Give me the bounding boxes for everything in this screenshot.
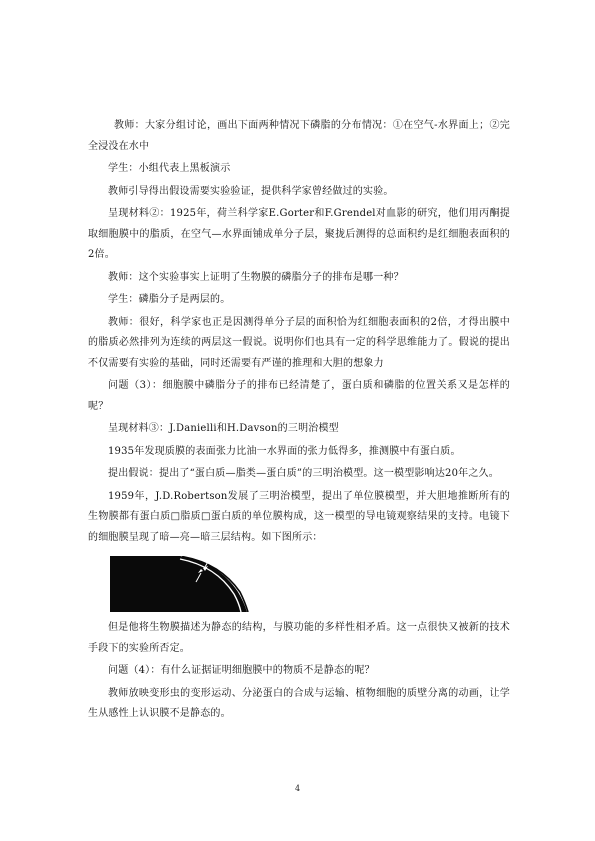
- paragraph-6: 学生：磷脂分子是两层的。: [108, 294, 231, 305]
- page-number: 4: [294, 784, 301, 793]
- paragraph-3: 教师引导得出假设需要实验验证，提供科学家曾经做过的实验。: [108, 185, 394, 197]
- paragraph-1: 教师：大家分组讨论，画出下面两种情况下磷脂的分布情况：①在空气-水界面上；②完全浸没在水中: [88, 120, 510, 152]
- unit-membrane-micrograph: [110, 556, 250, 612]
- membrane-figure-svg: [110, 556, 250, 612]
- paragraph-9: 呈现材料③：J.Danielli和H.Davson的三明治模型: [108, 423, 339, 434]
- paragraph-10: 1935年发现质膜的表面张力比油一水界面的张力低得多，推测膜中有蛋白质。: [108, 445, 461, 457]
- paragraph-14: 问题（4）：有什么证据证明细胞膜中的物质不是静态的呢？: [108, 665, 375, 676]
- paragraph-8: 问题（3）：细胞膜中磷脂分子的排布已经清楚了，蛋白质和磷脂的位置关系又是怎样的呢？: [88, 380, 510, 412]
- paragraph-4: 呈现材料②：1925年，荷兰科学家E.Gorter和F.Grendel对血影的研究，他们用丙酮提取细胞膜中的脂质，在空气—水界面铺成单分子层，聚拢后测得的总面积约是红细胞表面积的2倍。: [88, 208, 510, 260]
- paragraph-13: 但是他将生物膜描述为静态的结构，与膜功能的多样性相矛盾。这一点很快又被新的技术手段下的实验所否定。: [88, 622, 510, 654]
- paragraph-5: 教师：这个实验事实上证明了生物膜的磷脂分子的排布是哪一种？: [108, 271, 404, 283]
- paragraph-11: 提出假说：提出了“蛋白质—脂类—蛋白质”的三明治模型。这一模型影响达20年之久。: [108, 468, 499, 479]
- paragraph-7: 教师：很好，科学家也正是因测得单分子层的面积恰为红细胞表面积的2倍，才得出膜中的脂质必然排列为连续的两层这一假说。说明你们也具有一定的科学思维能力了。假说的提出不仅需要有实验的基础，同时还需要有严谨的推理和大胆的想象力: [88, 316, 510, 369]
- paragraph-2: 学生：小组代表上黑板演示: [108, 163, 231, 174]
- paragraph-15: 教师放映变形虫的变形运动、分泌蛋白的合成与运输、植物细胞的质壁分离的动画，让学生从感性上认识膜不是静态的。: [88, 687, 510, 719]
- page-body: [88, 116, 510, 727]
- paragraph-12: 1959年，J.D.Robertson发展了三明治模型，提出了单位膜模型，并大胆地推断所有的生物膜都有蛋白质□脂质□蛋白质的单位膜构成，这一模型的导电镜观察结果的支持。电镜下的细胞膜呈现了暗—亮—暗三层结构。如下图所示：: [88, 490, 510, 543]
